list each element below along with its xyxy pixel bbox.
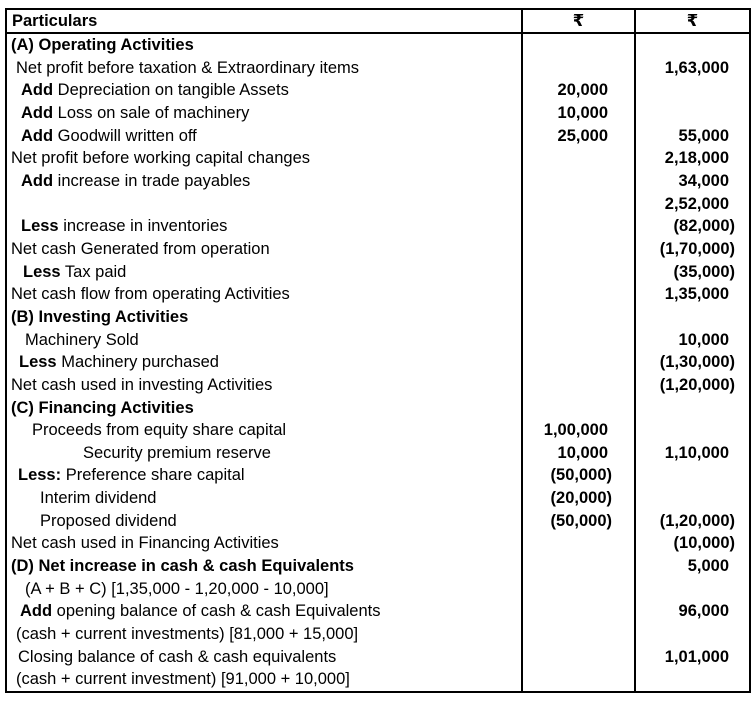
rupee-symbol-col2: ₹ bbox=[634, 10, 749, 32]
amount-total-cell: 2,52,000 bbox=[634, 193, 749, 216]
particulars-cell: (A) Operating Activities bbox=[11, 36, 194, 54]
amount-total-cell: 1,35,000 bbox=[634, 283, 749, 306]
particulars-text: Machinery purchased bbox=[61, 353, 219, 372]
amount-detail-cell: 10,000 bbox=[521, 442, 634, 465]
amount-detail-cell bbox=[521, 170, 634, 193]
amount-detail-cell: 25,000 bbox=[521, 125, 634, 148]
particulars-cell bbox=[7, 351, 521, 374]
amount-detail-cell bbox=[521, 261, 634, 284]
particulars-text: Depreciation on tangible Assets bbox=[57, 81, 289, 100]
rupee-symbol-col1: ₹ bbox=[521, 10, 634, 32]
particulars-cell: (B) Investing Activities bbox=[11, 307, 189, 326]
amount-detail-cell: 1,00,000 bbox=[521, 419, 634, 442]
table-header bbox=[7, 10, 749, 34]
amount-total-cell bbox=[634, 419, 749, 442]
amount-total-cell: (82,000) bbox=[634, 215, 749, 238]
amount-detail-cell bbox=[521, 600, 634, 623]
particulars-text: increase in inventories bbox=[63, 217, 228, 236]
amount-detail-cell bbox=[521, 283, 634, 306]
particulars-cell: (D) Net increase in cash & cash Equivalents bbox=[11, 557, 354, 576]
amount-detail-cell: 10,000 bbox=[521, 102, 634, 125]
amount-total-cell bbox=[634, 34, 749, 57]
particulars-cell: Net profit before taxation & Extraordinary items bbox=[16, 58, 359, 77]
amount-detail-cell bbox=[521, 147, 634, 170]
particulars-cell: Net cash Generated from operation bbox=[11, 239, 270, 258]
particulars-cell bbox=[7, 215, 521, 238]
amount-detail-cell bbox=[521, 668, 634, 691]
particulars-text: increase in trade payables bbox=[57, 171, 251, 190]
amount-detail-cell bbox=[521, 57, 634, 80]
amount-detail-cell bbox=[521, 578, 634, 601]
amount-detail-cell bbox=[521, 215, 634, 238]
amount-detail-cell bbox=[521, 193, 634, 216]
amount-detail-cell bbox=[521, 306, 634, 329]
keyword-label: Less bbox=[21, 217, 59, 236]
keyword-label: Add bbox=[20, 602, 53, 621]
amount-detail-cell bbox=[521, 374, 634, 397]
amount-total-cell bbox=[634, 306, 749, 329]
amount-total-cell: 34,000 bbox=[634, 170, 749, 193]
amount-total-cell: 1,01,000 bbox=[634, 646, 749, 669]
amount-total-cell: 5,000 bbox=[634, 555, 749, 578]
amount-total-cell: 2,18,000 bbox=[634, 147, 749, 170]
particulars-text: Tax paid bbox=[64, 262, 127, 281]
particulars-cell: (A + B + C) [1,35,000 - 1,20,000 - 10,000] bbox=[25, 579, 329, 598]
particulars-cell: Net profit before working capital changes bbox=[11, 149, 310, 168]
particulars-cell bbox=[7, 170, 521, 193]
amount-total-cell bbox=[634, 668, 749, 691]
amount-total-cell: (1,20,000) bbox=[634, 374, 749, 397]
particulars-cell bbox=[7, 193, 521, 216]
amount-detail-cell bbox=[521, 34, 634, 57]
particulars-cell bbox=[7, 102, 521, 125]
particulars-cell bbox=[7, 125, 521, 148]
amount-total-cell: (1,70,000) bbox=[634, 238, 749, 261]
particulars-cell: (cash + current investment) [91,000 + 10,000] bbox=[16, 670, 350, 689]
amount-detail-cell bbox=[521, 532, 634, 555]
particulars-cell: Net cash used in Financing Activities bbox=[11, 534, 279, 553]
amount-total-cell: 10,000 bbox=[634, 329, 749, 352]
particulars-text: Preference share capital bbox=[65, 466, 245, 485]
particulars-text: Loss on sale of machinery bbox=[57, 103, 250, 122]
amount-detail-cell bbox=[521, 646, 634, 669]
amount-total-cell: (35,000) bbox=[634, 261, 749, 284]
particulars-cell bbox=[7, 261, 521, 284]
amount-total-cell: 1,10,000 bbox=[634, 442, 749, 465]
particulars-cell bbox=[7, 600, 521, 623]
keyword-label: Add bbox=[21, 126, 54, 145]
amount-total-cell: 1,63,000 bbox=[634, 57, 749, 80]
header-particulars: Particulars bbox=[12, 12, 98, 30]
amount-detail-cell: (20,000) bbox=[521, 487, 634, 510]
amount-total-cell bbox=[634, 79, 749, 102]
amount-total-cell bbox=[634, 578, 749, 601]
cashflow-statement-table bbox=[5, 8, 751, 693]
particulars-cell: Proposed dividend bbox=[40, 511, 177, 530]
amount-total-cell bbox=[634, 464, 749, 487]
keyword-label: Add bbox=[21, 81, 54, 100]
particulars-cell: Net cash used in investing Activities bbox=[11, 375, 273, 394]
particulars-cell: Machinery Sold bbox=[25, 330, 139, 349]
amount-detail-cell: (50,000) bbox=[521, 510, 634, 533]
keyword-label: Less: bbox=[18, 466, 62, 485]
amount-detail-cell: (50,000) bbox=[521, 464, 634, 487]
amount-total-cell bbox=[634, 623, 749, 646]
amount-total-cell bbox=[634, 102, 749, 125]
keyword-label: Less bbox=[23, 262, 61, 281]
amount-total-cell: (1,20,000) bbox=[634, 510, 749, 533]
keyword-label: Less bbox=[19, 353, 57, 372]
particulars-text: Goodwill written off bbox=[57, 126, 197, 145]
keyword-label: Add bbox=[21, 103, 54, 122]
particulars-cell: Closing balance of cash & cash equivalents bbox=[18, 647, 337, 666]
particulars-cell: Security premium reserve bbox=[83, 443, 271, 462]
particulars-cell: Proceeds from equity share capital bbox=[32, 421, 287, 440]
particulars-cell: Net cash flow from operating Activities bbox=[11, 285, 290, 304]
amount-detail-cell bbox=[521, 329, 634, 352]
table-body bbox=[7, 34, 749, 691]
particulars-cell bbox=[7, 464, 521, 487]
amount-detail-cell bbox=[521, 555, 634, 578]
particulars-cell: (cash + current investments) [81,000 + 15,000] bbox=[16, 625, 359, 644]
amount-detail-cell bbox=[521, 397, 634, 420]
keyword-label: Add bbox=[21, 171, 54, 190]
amount-total-cell: 55,000 bbox=[634, 125, 749, 148]
amount-total-cell: 96,000 bbox=[634, 600, 749, 623]
amount-detail-cell bbox=[521, 238, 634, 261]
particulars-cell bbox=[7, 79, 521, 102]
particulars-text: opening balance of cash & cash Equivalents bbox=[56, 602, 381, 621]
amount-total-cell bbox=[634, 487, 749, 510]
amount-total-cell: (1,30,000) bbox=[634, 351, 749, 374]
amount-total-cell: (10,000) bbox=[634, 532, 749, 555]
amount-total-cell bbox=[634, 397, 749, 420]
particulars-cell: Interim dividend bbox=[40, 489, 157, 508]
amount-detail-cell: 20,000 bbox=[521, 79, 634, 102]
amount-detail-cell bbox=[521, 623, 634, 646]
amount-detail-cell bbox=[521, 351, 634, 374]
particulars-cell: (C) Financing Activities bbox=[11, 398, 194, 417]
